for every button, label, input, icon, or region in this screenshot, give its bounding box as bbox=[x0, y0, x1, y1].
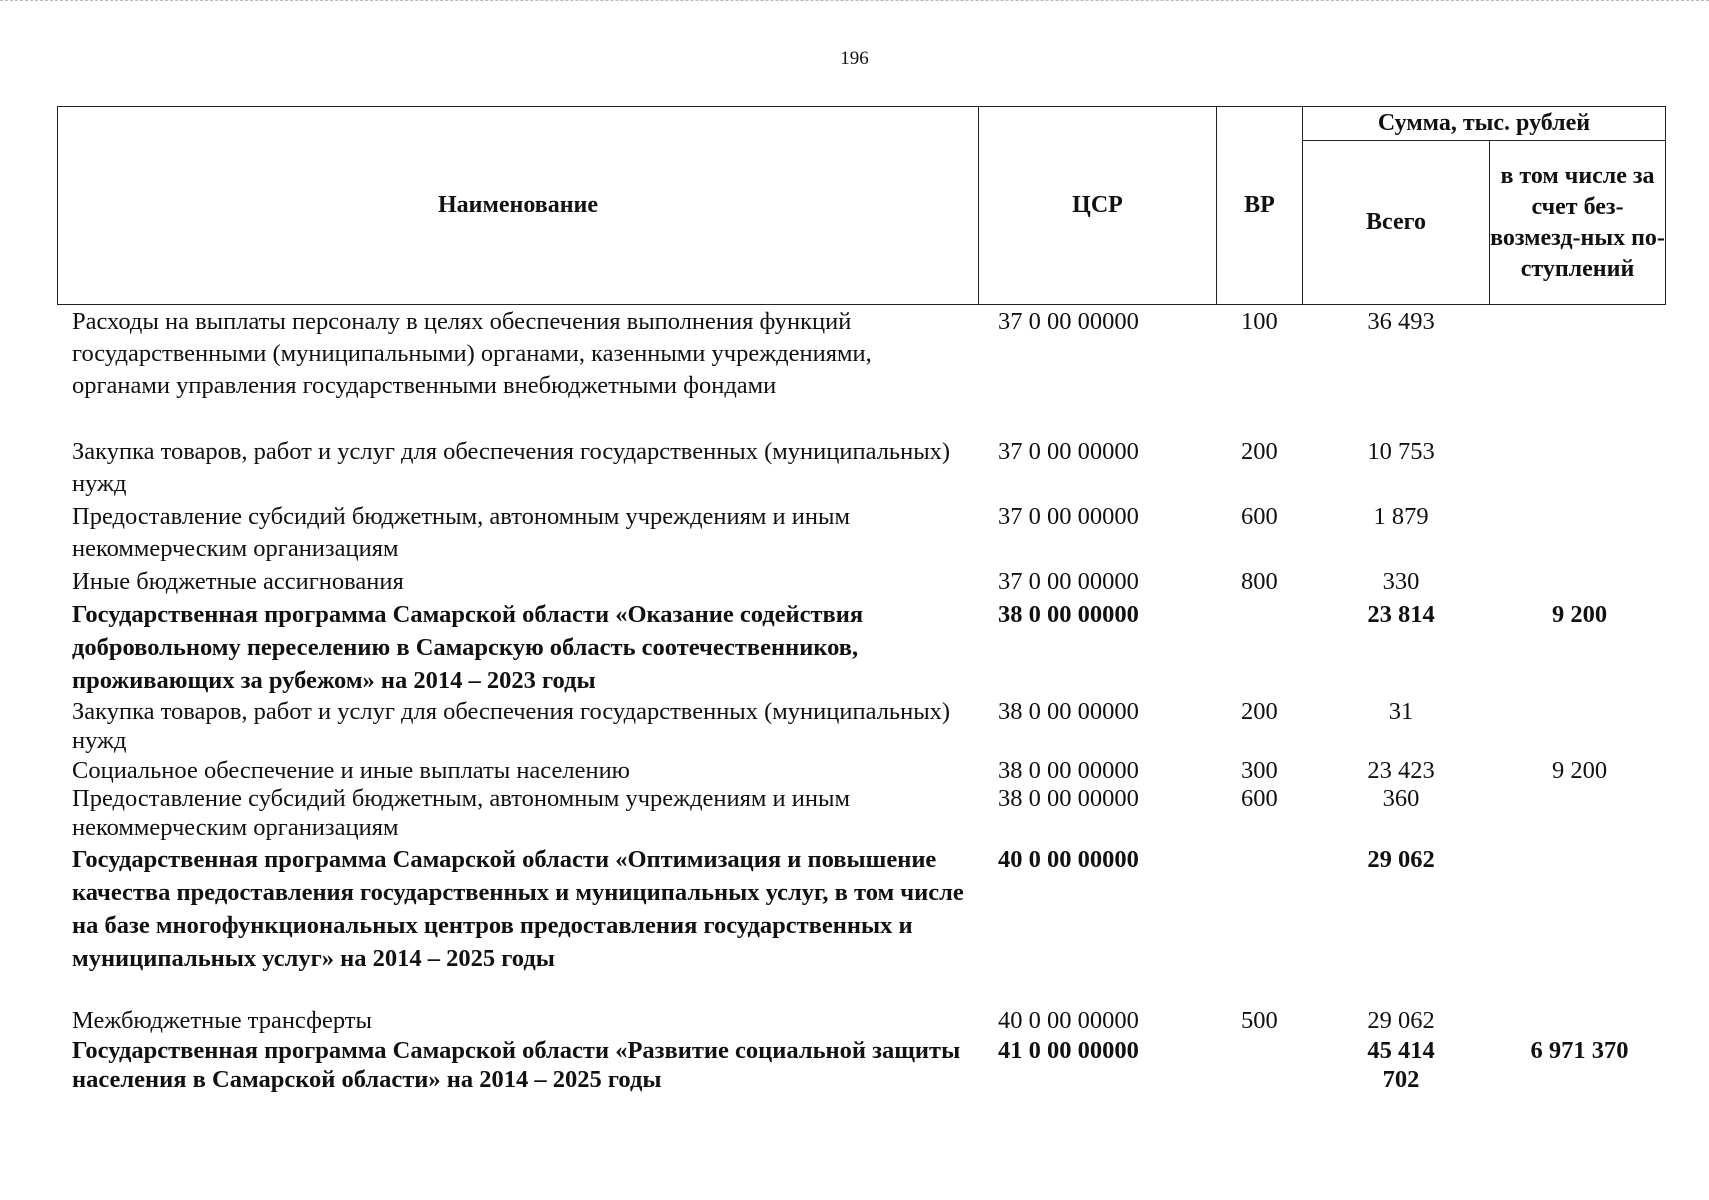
row-total: 23 814 bbox=[1367, 601, 1435, 628]
row-name: Закупка товаров, работ и услуг для обеспечения государственных (муниципальных) нужд bbox=[72, 698, 951, 754]
header-sum-group: Сумма, тыс. рублей bbox=[1303, 107, 1666, 141]
row-csr: 41 0 00 00000 bbox=[998, 1037, 1139, 1064]
row-vr: 800 bbox=[1241, 568, 1278, 595]
row-total: 36 493 bbox=[1367, 308, 1435, 335]
row-name: Государственная программа Самарской области «Развитие социальной защиты населения в Самарской области» на 2014 – 2025 годы bbox=[72, 1037, 961, 1093]
row-csr: 38 0 00 00000 bbox=[998, 757, 1139, 784]
scan-edge-line bbox=[0, 0, 1709, 3]
row-vr: 600 bbox=[1241, 785, 1278, 812]
row-csr: 38 0 00 00000 bbox=[998, 601, 1139, 628]
page-number: 196 bbox=[840, 48, 869, 69]
row-csr: 37 0 00 00000 bbox=[998, 308, 1139, 335]
row-vr: 300 bbox=[1241, 757, 1278, 784]
row-grant: 6 971 370 bbox=[1530, 1037, 1629, 1064]
row-name: Предоставление субсидий бюджетным, автономным учреждениям и иным некоммерческим организациям bbox=[72, 785, 850, 841]
row-total: 23 423 bbox=[1367, 757, 1435, 784]
row-name: Иные бюджетные ассигнования bbox=[72, 568, 404, 595]
row-total: 29 062 bbox=[1367, 1007, 1435, 1034]
table-header bbox=[57, 106, 1666, 305]
row-vr: 200 bbox=[1241, 698, 1278, 725]
header-name: Наименование bbox=[58, 107, 979, 305]
row-total: 31 bbox=[1388, 698, 1414, 725]
row-total: 330 bbox=[1382, 568, 1420, 595]
row-name: Государственная программа Самарской области «Оказание содействия добровольному переселению в Самарскую область соотечественников, проживающих за рубежом» на 2014 – 2023 годы bbox=[72, 601, 864, 694]
row-csr: 37 0 00 00000 bbox=[998, 503, 1139, 530]
row-name: Предоставление субсидий бюджетным, автономным учреждениям и иным некоммерческим организациям bbox=[72, 503, 850, 562]
row-total: 360 bbox=[1382, 785, 1420, 812]
row-name: Межбюджетные трансферты bbox=[72, 1007, 372, 1034]
row-csr: 38 0 00 00000 bbox=[998, 698, 1139, 725]
row-name: Государственная программа Самарской области «Оптимизация и повышение качества предоставления государственных и муниципальных услуг, в том числе на базе многофункциональных центров предоставления государственных и муниципальных услуг» на 2014 – 2025 годы bbox=[72, 846, 964, 972]
row-total: 29 062 bbox=[1367, 846, 1435, 873]
row-csr: 38 0 00 00000 bbox=[998, 785, 1139, 812]
header-grant: в том числе за счет без-возмезд-ных по-ступлений bbox=[1490, 141, 1666, 305]
header-vr: ВР bbox=[1217, 107, 1303, 305]
row-vr: 200 bbox=[1241, 438, 1278, 465]
row-vr: 600 bbox=[1241, 503, 1278, 530]
row-total: 45 414 702 bbox=[1367, 1037, 1435, 1093]
header-total: Всего bbox=[1303, 141, 1490, 305]
header-csr: ЦСР bbox=[979, 107, 1217, 305]
row-name: Закупка товаров, работ и услуг для обеспечения государственных (муниципальных) нужд bbox=[72, 438, 951, 497]
row-grant: 9 200 bbox=[1551, 757, 1608, 784]
row-csr: 37 0 00 00000 bbox=[998, 568, 1139, 595]
row-total: 10 753 bbox=[1367, 438, 1435, 465]
row-name: Социальное обеспечение и иные выплаты населению bbox=[72, 757, 630, 784]
row-csr: 37 0 00 00000 bbox=[998, 438, 1139, 465]
row-grant: 9 200 bbox=[1551, 601, 1608, 628]
row-csr: 40 0 00 00000 bbox=[998, 1007, 1139, 1034]
row-total: 1 879 bbox=[1373, 503, 1429, 530]
row-vr: 500 bbox=[1241, 1007, 1278, 1034]
row-vr: 100 bbox=[1241, 308, 1278, 335]
row-name: Расходы на выплаты персоналу в целях обеспечения выполнения функций государственными (муниципальными) органами, казенными учреждениями, органами управления государственными внебюджетными фондами bbox=[72, 308, 872, 399]
row-csr: 40 0 00 00000 bbox=[998, 846, 1139, 873]
